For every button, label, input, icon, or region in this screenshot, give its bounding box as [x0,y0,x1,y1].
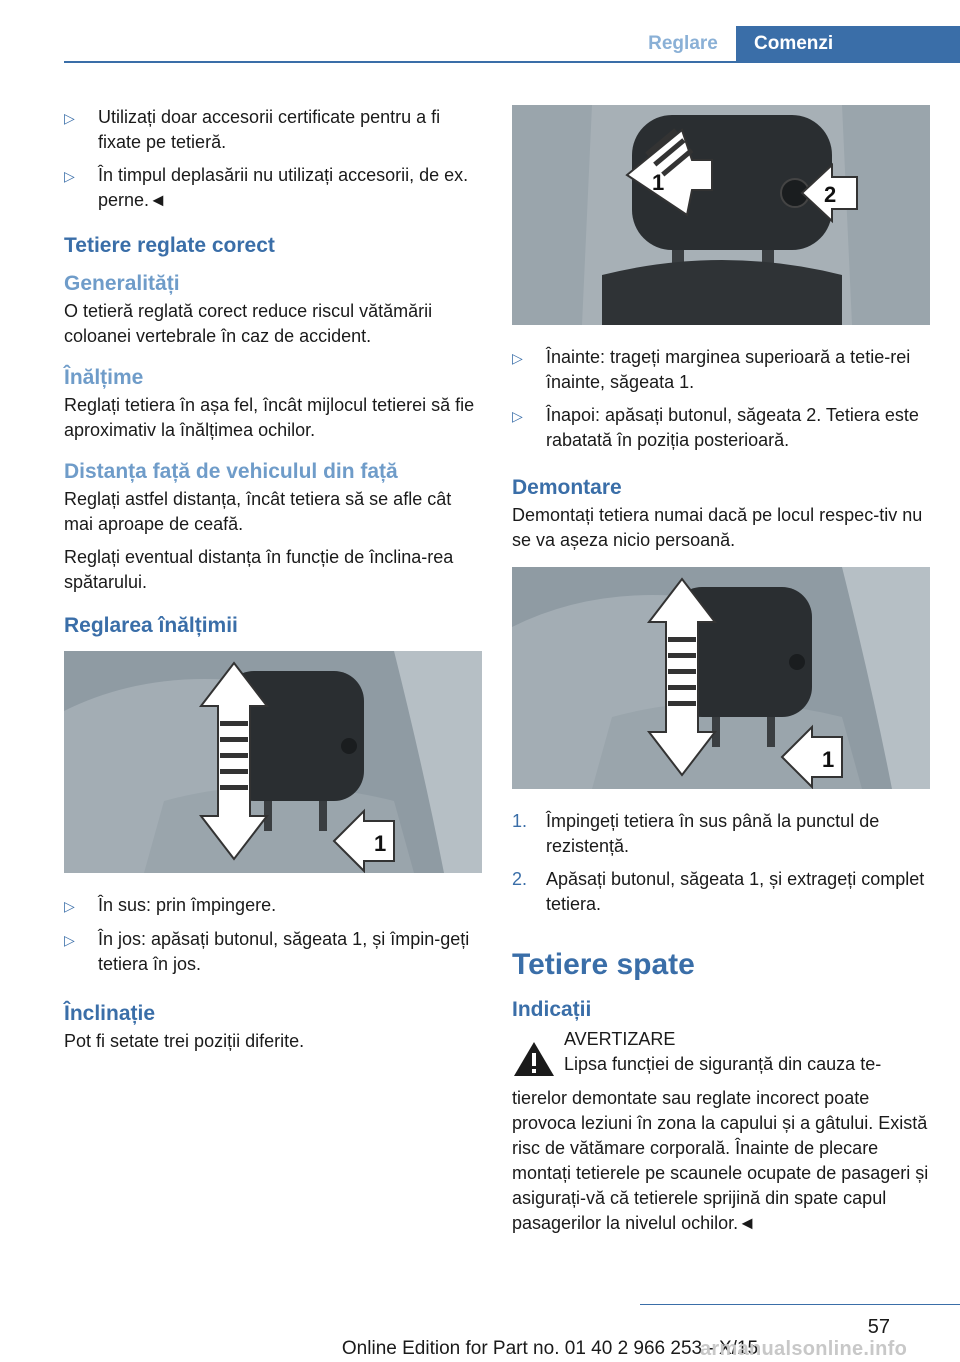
footer-edition: Online Edition for Part no. 01 40 2 966 253 - X/15 [341,1338,759,1359]
list-item-text: În timpul deplasării nu utilizați accesorii, de ex. perne.◄ [98,165,469,210]
list-item-text: În sus: prin împingere. [98,895,277,915]
warning-block [512,1027,930,1086]
heading-generalitati: Generalități [64,272,180,295]
heading-indicatii: Indicații [512,998,592,1021]
header-tab-comenzi: Comenzi [736,26,960,62]
triangle-bullet-icon: ▷ [64,898,75,914]
triangle-bullet-icon: ▷ [64,168,75,184]
arrow-label-2: 2 [824,182,837,207]
list-item [512,345,930,395]
list-item [64,893,482,919]
step-number: 2. [512,869,528,889]
heading-distanta: Distanța față de vehiculul din față [64,460,398,483]
list-item-text: Înainte: trageți marginea superioară a tetie‐rei înainte, săgeata 1. [546,347,911,392]
paragraph-inaltime: Reglați tetiera în așa fel, încât mijlocul tetierei să fie aproximativ la înălțimea ochilor. [64,395,475,440]
paragraph-demontare: Demontați tetiera numai dacă pe locul respec‐tiv nu se va așeza nicio persoană. [512,505,923,550]
list-item [64,105,482,155]
triangle-bullet-icon: ▷ [64,110,75,126]
arrow-label-1: 1 [822,747,835,772]
right-column [512,105,930,1244]
list-item-text: În jos: apăsați butonul, săgeata 1, și împin‐geți tetiera în jos. [98,929,470,974]
list-item [512,809,930,859]
step-text: Apăsați butonul, săgeata 1, și extrageți complet tetiera. [546,869,925,914]
heading-tetiere-reglate: Tetiere reglate corect [64,234,275,257]
paragraph-distanta-2: Reglați eventual distanța în funcție de înclina‐rea spătarului. [64,547,454,592]
watermark: armanualsonline.info [700,1338,908,1360]
list-item [64,927,482,977]
arrow-label-1: 1 [374,831,387,856]
heading-inclinatie: Înclinație [64,1002,156,1025]
warning-title: AVERTIZARE [564,1029,676,1049]
triangle-bullet-icon: ▷ [512,350,523,366]
triangle-bullet-icon: ▷ [512,408,523,424]
page-number: 57 [867,1316,890,1338]
list-item-text: Utilizați doar accesorii certificate pentru a fi fixate pe tetieră. [98,107,441,152]
headrest-height-photo [64,651,482,873]
heading-demontare: Demontare [512,476,622,499]
headrest-removal-photo [512,567,930,789]
warning-text-first-line: Lipsa funcției de siguranță din cauza te‐ [564,1054,882,1074]
warning-header [564,1027,930,1086]
paragraph-generalitati: O tetieră reglată corect reduce riscul vătămării coloanei vertebrale în caz de accident. [64,301,433,346]
list-item-text: Înapoi: apăsați butonul, săgeata 2. Tetiera este rabatată în poziția posterioară. [546,405,919,450]
triangle-bullet-icon: ▷ [64,932,75,948]
paragraph-distanta-1: Reglați astfel distanța, încât tetiera să se afle cât mai aproape de ceafă. [64,489,452,534]
list-item [512,403,930,453]
warning-triangle-icon [512,1027,564,1086]
paragraph-inclinatie: Pot fi setate trei poziții diferite. [64,1031,305,1051]
heading-reglarea-inaltimii: Reglarea înălțimii [64,614,238,637]
list-item [64,163,482,213]
step-text: Împingeți tetiera în sus până la punctul de rezistență. [546,811,880,856]
warning-text: tierelor demontate sau reglate incorect poate provoca leziuni în zona la capului și a gâtului. Există risc de vătămare corporală. Înainte de plecare montați tetierele pe scaunele ocupate de pasageri și asigurați-vă că tetierele sprijină din spate capul pasagerilor la nivelul ochilor.◄ [512,1088,929,1233]
footer-rule [640,1304,960,1305]
arrow-label-1: 1 [652,170,665,195]
headrest-tilt-photo [512,105,930,325]
header-tab-reglare: Reglare [648,33,718,54]
left-column [64,105,482,1062]
list-item [512,867,930,917]
step-number: 1. [512,811,528,831]
header-rule [64,61,960,63]
heading-inaltime: Înălțime [64,366,144,389]
heading-tetiere-spate: Tetiere spate [512,948,695,981]
